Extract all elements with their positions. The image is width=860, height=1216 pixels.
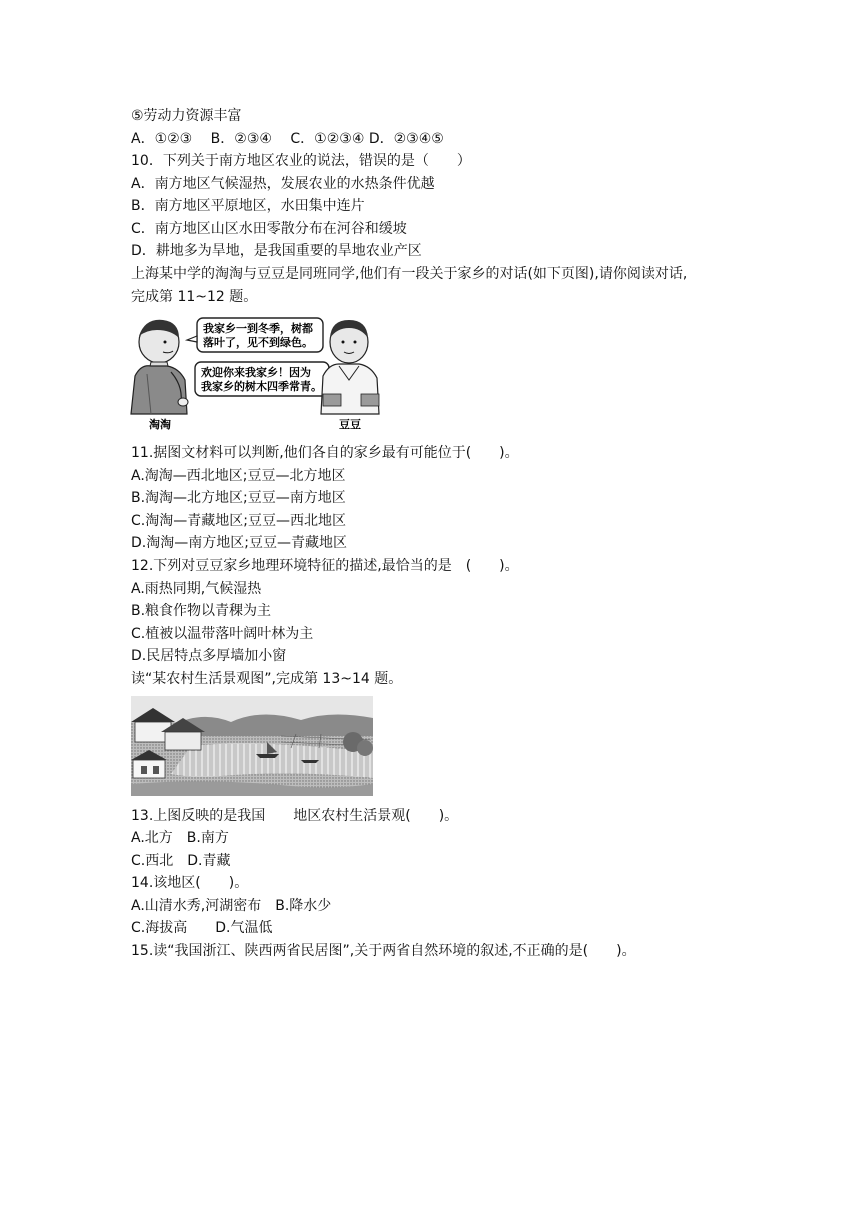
q12-option-d: D.民居特点多厚墙加小窗 <box>131 648 287 664</box>
dialogue-illustration <box>127 314 389 432</box>
bubble1-line1: 我家乡一到冬季，树都 <box>203 322 313 335</box>
bubble2-line2: 我家乡的树木四季常青。 <box>201 380 322 393</box>
q10-option-b: B．南方地区平原地区，水田集中连片 <box>131 198 365 214</box>
q10-option-d: D．耕地多为旱地，是我国重要的旱地农业产区 <box>131 243 422 259</box>
boy-left-figure <box>131 320 188 414</box>
q11-option-c: C.淘淘—青藏地区;豆豆—西北地区 <box>131 513 346 529</box>
q11-stem: 11.据图文材料可以判断,他们各自的家乡最有可能位于( )。 <box>131 445 519 461</box>
q14-options-ab: A.山清水秀,河湖密布 B.降水少 <box>131 898 332 914</box>
q10-stem: 10．下列关于南方地区农业的说法，错误的是（ ） <box>131 153 471 169</box>
bubble2-line1: 欢迎你来我家乡！因为 <box>201 366 311 379</box>
q13-stem: 13.上图反映的是我国 地区农村生活景观( )。 <box>131 808 459 824</box>
rural-landscape-image <box>131 696 373 796</box>
q10-option-c: C．南方地区山区水田零散分布在河谷和缓坡 <box>131 221 407 237</box>
q11-option-b: B.淘淘—北方地区;豆豆—南方地区 <box>131 490 346 506</box>
q14-options-cd: C.海拔高 D.气温低 <box>131 920 273 936</box>
intro-13-14: 读“某农村生活景观图”,完成第 13~14 题。 <box>131 671 403 687</box>
q13-options-ab: A.北方 B.南方 <box>131 830 229 846</box>
bubble1-line2: 落叶了，见不到绿色。 <box>203 336 313 349</box>
landscape-figure <box>131 696 373 796</box>
q11-option-d: D.淘淘—南方地区;豆豆—青藏地区 <box>131 535 347 551</box>
q13-options-cd: C.西北 D.青藏 <box>131 853 231 869</box>
q14-stem: 14.该地区( )。 <box>131 875 249 891</box>
q12-stem: 12.下列对豆豆家乡地理环境特征的描述,最恰当的是 ( )。 <box>131 558 519 574</box>
q12-option-a: A.雨热同期,气候湿热 <box>131 581 262 597</box>
dialogue-figure <box>127 314 389 432</box>
caption-taotao: 淘淘 <box>149 418 171 431</box>
q9-options: A．①②③ B．②③④ C．①②③④ D．②③④⑤ <box>131 131 444 147</box>
intro-11-12-line1: 上海某中学的淘淘与豆豆是同班同学,他们有一段关于家乡的对话(如下页图),请你阅读对话, <box>131 266 688 282</box>
q9-item5: ⑤劳动力资源丰富 <box>131 108 242 124</box>
boy-right-figure <box>321 320 379 414</box>
q12-option-c: C.植被以温带落叶阔叶林为主 <box>131 626 314 642</box>
q10-option-a: A．南方地区气候湿热，发展农业的水热条件优越 <box>131 176 435 192</box>
q15-stem: 15.读“我国浙江、陕西两省民居图”,关于两省自然环境的叙述,不正确的是( )。 <box>131 943 636 959</box>
q11-option-a: A.淘淘—西北地区;豆豆—北方地区 <box>131 468 346 484</box>
q12-option-b: B.粮食作物以青稞为主 <box>131 603 272 619</box>
caption-doudou: 豆豆 <box>339 418 361 431</box>
intro-11-12-line2: 完成第 11~12 题。 <box>131 289 258 305</box>
